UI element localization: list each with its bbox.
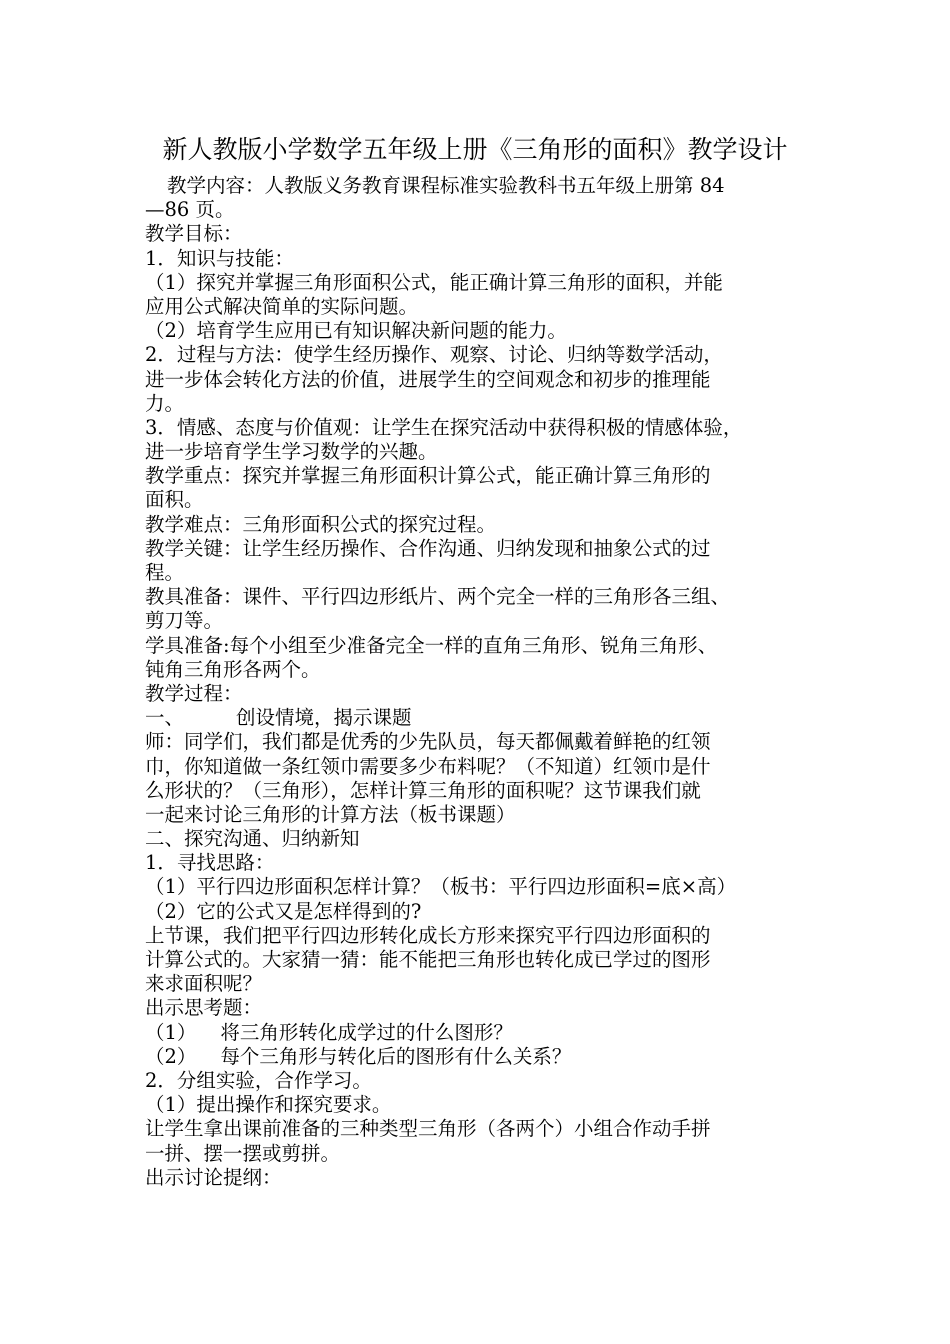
text-line: 出示思考题： [145, 996, 263, 1020]
text-line: 1．寻找思路： [145, 851, 275, 875]
text-line: 教学过程： [145, 681, 243, 705]
text-line: 钝角三角形各两个。 [145, 657, 321, 681]
text-line: 2．过程与方法：使学生经历操作、观察、讨论、归纳等数学活动， [145, 343, 723, 367]
text-line: 进一步体会转化方法的价值，进展学生的空间观念和初步的推理能 [145, 367, 711, 391]
section-number: 一、 [145, 706, 185, 730]
text-line: 出示讨论提纲： [145, 1165, 282, 1189]
section-title: 创设情境，揭示课题 [236, 706, 412, 730]
text-line: 1．知识与技能： [145, 246, 294, 270]
text-line: 面积。 [145, 488, 204, 512]
text-line: 教学重点：探究并掌握三角形面积计算公式，能正确计算三角形的 [145, 464, 711, 488]
question-text: 将三角形转化成学过的什么图形？ [220, 1020, 513, 1044]
question-number: （1） [145, 1020, 197, 1044]
text-line: 么形状的？（三角形），怎样计算三角形的面积呢？这节课我们就 [145, 778, 701, 802]
question-number: （2） [145, 1044, 197, 1068]
text-line: 一拼、摆一摆或剪拼。 [145, 1141, 341, 1165]
text-line: （1）提出操作和探究要求。 [145, 1093, 392, 1117]
text-line: 师：同学们，我们都是优秀的少先队员，每天都佩戴着鲜艳的红领 [145, 730, 711, 754]
text-line: 教具准备：课件、平行四边形纸片、两个完全一样的三角形各三组、 [145, 585, 731, 609]
section-heading-one [145, 706, 815, 730]
text-line: 教学内容：人教版义务教育课程标准实验教科书五年级上册第 84 [167, 174, 725, 197]
text-line: 力。 [145, 391, 185, 415]
document-title: 新人教版小学数学五年级上册《三角形的面积》教学设计 [162, 135, 788, 164]
text-line: 程。 [145, 561, 185, 584]
text-line: 让学生拿出课前准备的三种类型三角形（各两个）小组合作动手拼 [145, 1117, 711, 1141]
text-line: （1）探究并掌握三角形面积公式，能正确计算三角形的面积，并能 [145, 270, 723, 294]
text-line: 教学难点：三角形面积公式的探究过程。 [145, 512, 497, 536]
text-line: 计算公式的。大家猜一猜：能不能把三角形也转化成已学过的图形 [145, 948, 711, 971]
text-line: 教学目标： [145, 222, 243, 246]
document-body [145, 174, 815, 1190]
text-line: 巾，你知道做一条红领巾需要多少布料呢？（不知道）红领巾是什 [145, 754, 711, 778]
text-line: 应用公式解决简单的实际问题。 [145, 294, 419, 318]
text-line: 2．分组实验，合作学习。 [145, 1068, 372, 1092]
text-line: （1）平行四边形面积怎样计算？（板书：平行四边形面积=底×高） [145, 875, 737, 899]
text-line: 一起来讨论三角形的计算方法（板书课题） [145, 802, 516, 826]
text-line: 二、探究沟通、归纳新知 [145, 827, 360, 851]
text-line: 教学关键：让学生经历操作、合作沟通、归纳发现和抽象公式的过 [145, 536, 711, 560]
question-text: 每个三角形与转化后的图形有什么关系？ [220, 1044, 572, 1068]
text-line: —86 页。 [145, 198, 235, 222]
question-item-1 [145, 1021, 815, 1045]
text-line: 剪刀等。 [145, 609, 224, 633]
text-line: 上节课，我们把平行四边形转化成长方形来探究平行四边形面积的 [145, 923, 711, 947]
question-item-2 [145, 1045, 815, 1069]
text-line: 学具准备:每个小组至少准备完全一样的直角三角形、锐角三角形、 [145, 633, 718, 657]
text-line: （2）培育学生应用已有知识解决新问题的能力。 [145, 319, 567, 343]
text-line: 进一步培育学生学习数学的兴趣。 [145, 440, 438, 464]
text-line: 来求面积呢？ [145, 972, 263, 996]
text-line: （2）它的公式又是怎样得到的? [145, 899, 422, 923]
text-line: 3．情感、态度与价值观：让学生在探究活动中获得积极的情感体验， [145, 415, 743, 439]
